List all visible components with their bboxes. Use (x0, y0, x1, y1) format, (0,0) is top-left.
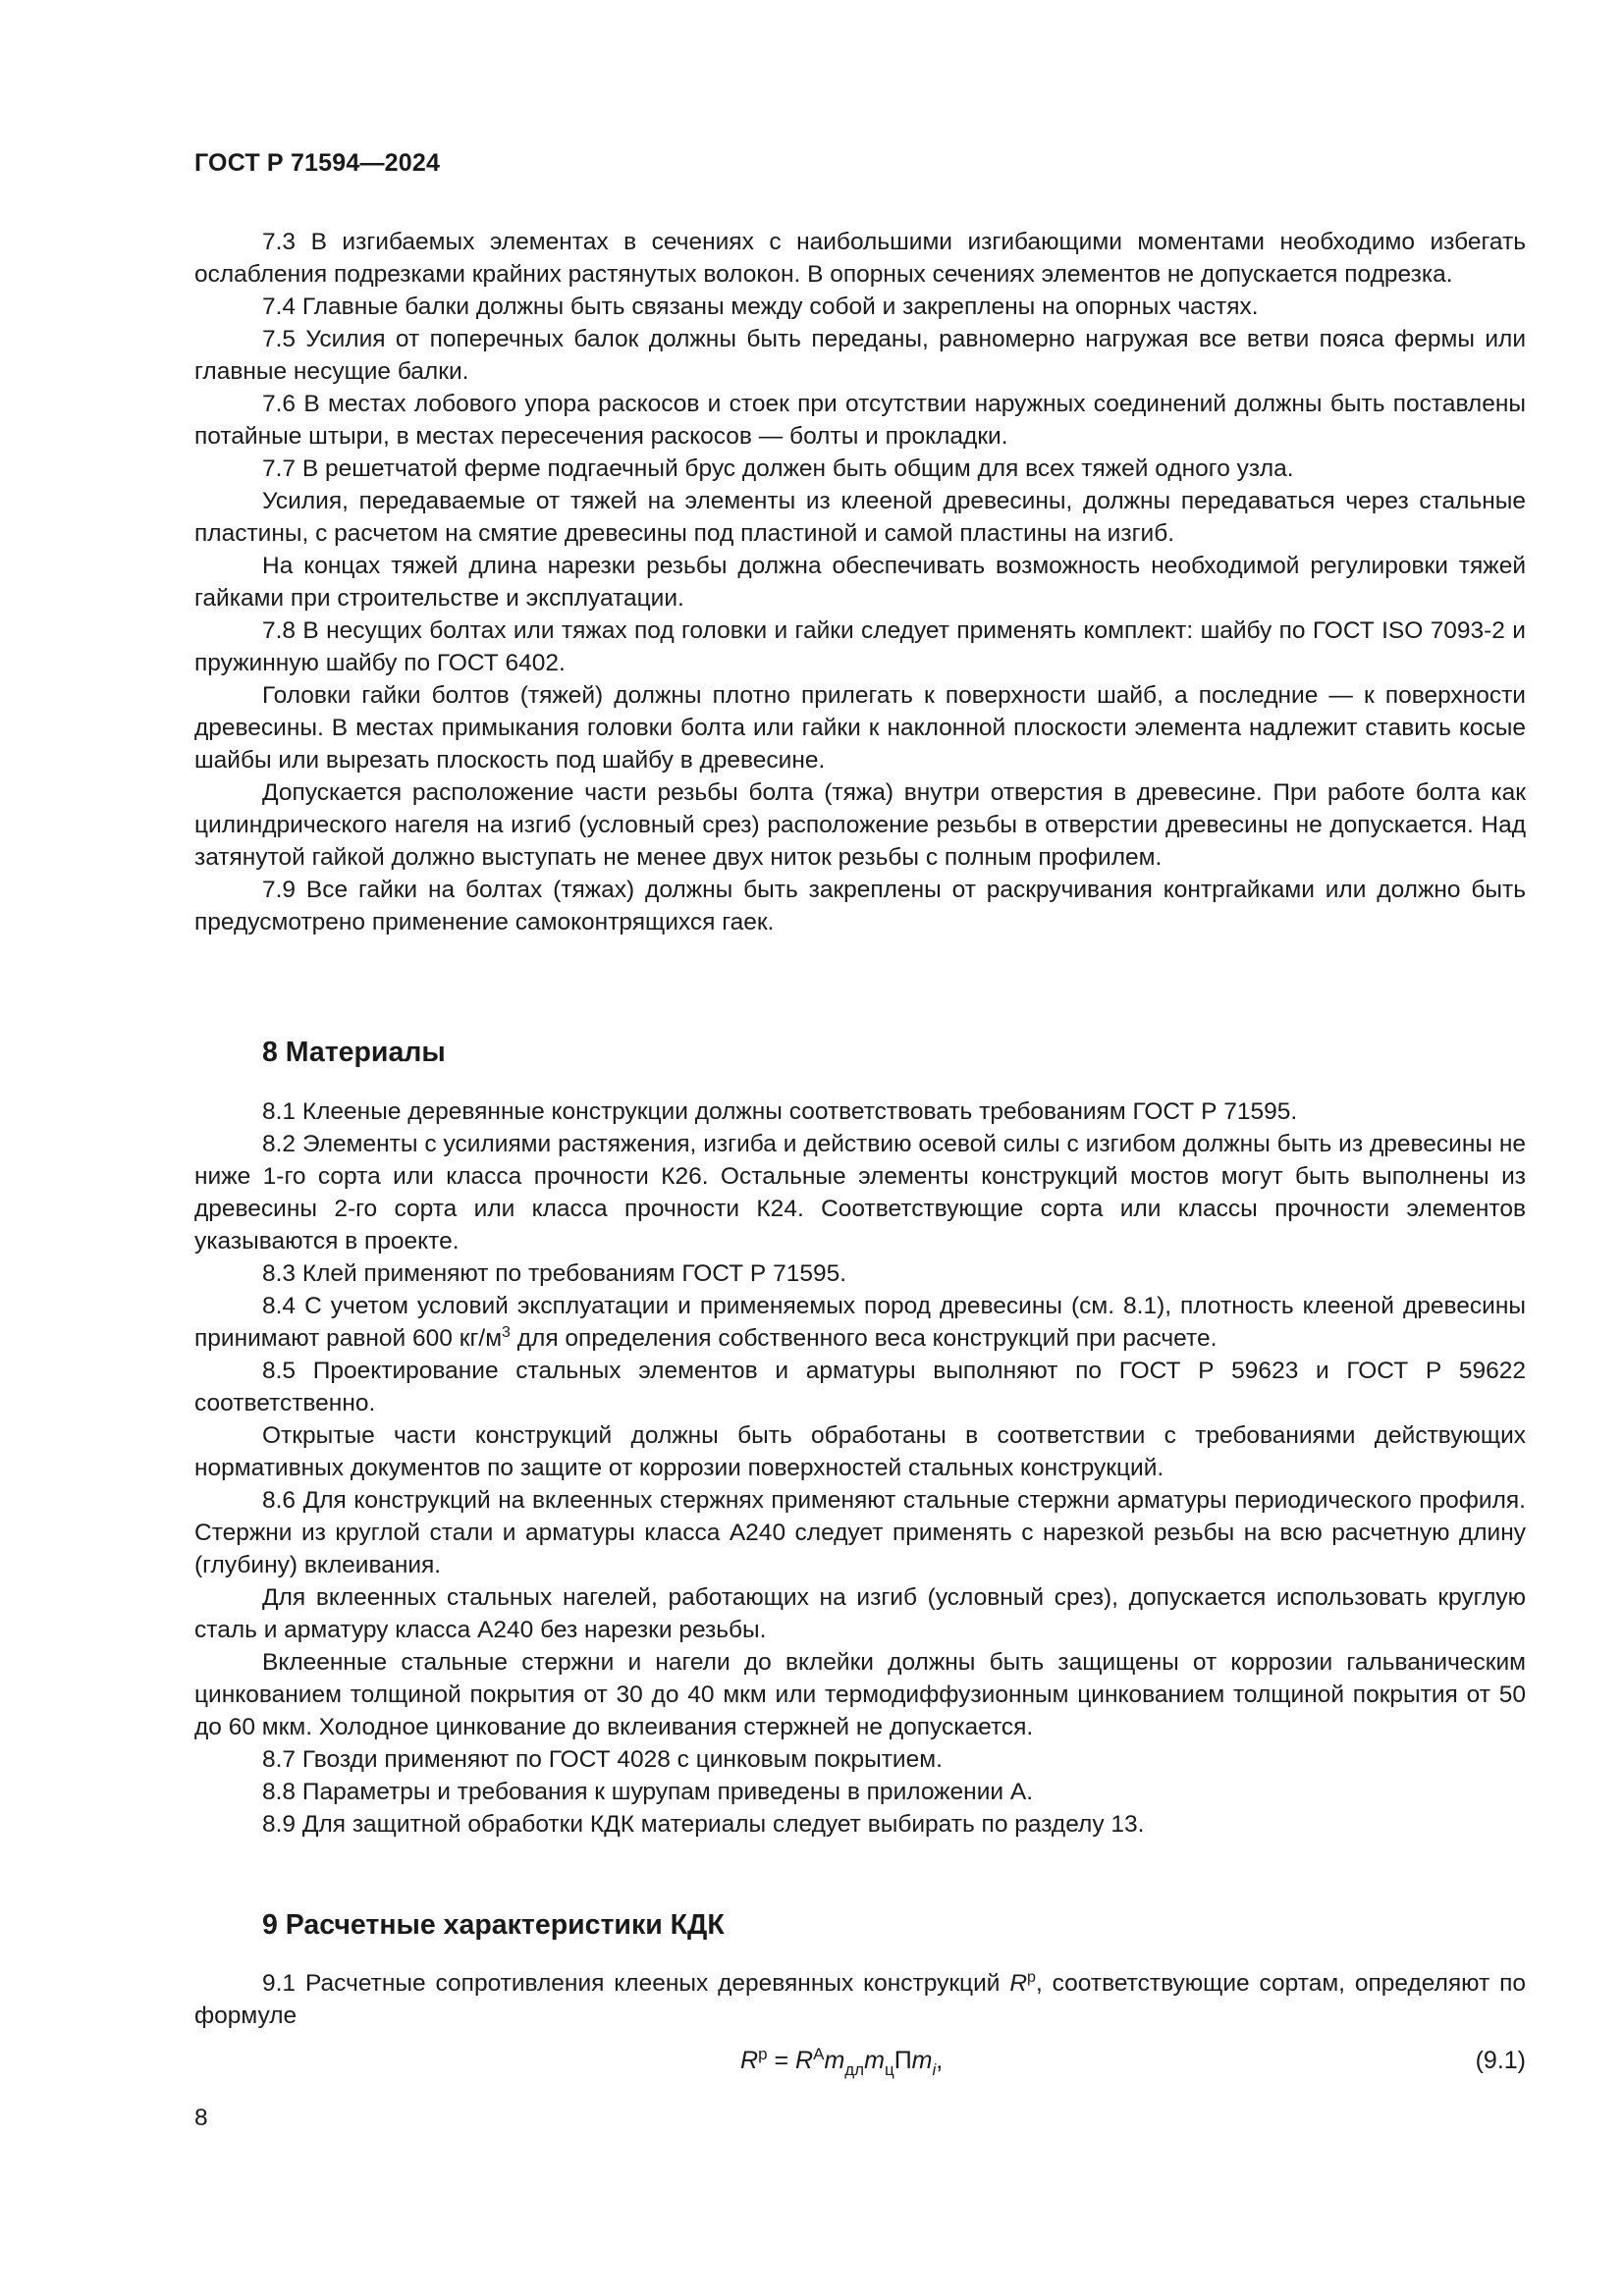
paragraph-9-1-end: , соответствующие сортам, определяют по формуле (194, 1970, 1526, 2029)
formula-m-c: m (864, 2047, 885, 2074)
paragraph-8-4 (194, 1290, 1526, 1355)
formula-m-i: m (911, 2047, 933, 2074)
formula-r-sup: А (813, 2045, 825, 2063)
section-9-heading: 9 Расчетные характеристики КДК (262, 1909, 725, 1941)
formula-lhs-sup: р (758, 2045, 768, 2063)
formula-9-1-row (194, 2047, 1526, 2086)
paragraph-7-8: 7.8 В несущих болтах или тяжах под головки и гайки следует применять комплект: шайбу по ГОСТ ISO 7093-2 и пружинную шайбу по ГОСТ 6402. (194, 617, 1526, 676)
paragraph-7-7: 7.7 В решетчатой ферме подгаечный брус должен быть общим для всех тяжей одного узла. (262, 455, 1294, 482)
resistance-symbol: R (1009, 1970, 1028, 1997)
formula-m-dl: m (824, 2047, 845, 2074)
paragraph-7-8-heads: Головки гайки болтов (тяжей) должны плотно прилегать к поверхности шайб, а последние — к поверхности древесины. В местах примыкания головки болта или гайки к наклонной плоскости элемента надлежит ставить косые шайбы или вырезать плоскость под шайбу в древесине. (194, 682, 1526, 774)
paragraph-9-1 (194, 1967, 1526, 2032)
paragraph-8-4-end: для определения собственного веса конструкций при расчете. (510, 1325, 1218, 1352)
formula-9-1 (740, 2045, 944, 2079)
paragraph-7-7-thread-length: На концах тяжей длина нарезки резьбы должна обеспечивать возможность необходимой регулировки тяжей гайками при строительстве и эксплуатации. (194, 553, 1526, 612)
paragraph-8-6-dowels: Для вклеенных стальных нагелей, работающих на изгиб (условный срез), допускается использовать круглую сталь и арматуру класса А240 без нарезки резьбы. (194, 1584, 1526, 1643)
formula-product: П (893, 2047, 912, 2074)
paragraph-8-6: 8.6 Для конструкций на вклеенных стержнях применяют стальные стержни арматуры периодического профиля. Стержни из круглой стали и арматуры класса А240 следует применять с нарезкой резьбы на всю расчетную длину (глубину) вклеивания. (194, 1487, 1526, 1578)
section-8-text (194, 1095, 1526, 1841)
paragraph-7-9: 7.9 Все гайки на болтах (тяжах) должны быть закреплены от раскручивания контргайками или должно быть предусмотрено применение самоконтрящихся гаек. (194, 877, 1526, 935)
paragraph-7-3: 7.3 В изгибаемых элементах в сечениях с наибольшими изгибающими моментами необходимо избегать ослабления подрезками крайних растянутых волокон. В опорных сечениях элементов не допускается подрезка. (194, 229, 1526, 288)
formula-number: (9.1) (1475, 2047, 1526, 2074)
cubic-superscript: 3 (502, 1324, 511, 1341)
formula-m-dl-sub: дл (844, 2060, 865, 2079)
document-code-header: ГОСТ Р 71594—2024 (194, 149, 441, 177)
paragraph-8-9: 8.9 Для защитной обработки КДК материалы следует выбирать по разделу 13. (262, 1811, 1145, 1838)
paragraph-8-6-corrosion: Вклеенные стальные стержни и нагели до вклейки должны быть защищены от коррозии гальваническим цинкованием толщиной покрытия от 30 до 40 мкм или термодиффузионным цинкованием толщиной покрытия от 50 до 60 мкм. Холодное цинкование до вклеивания стержней не допускается. (194, 1649, 1526, 1740)
resistance-superscript: р (1027, 1969, 1036, 1986)
section-9-text (194, 1967, 1526, 2032)
paragraph-8-8: 8.8 Параметры и требования к шурупам приведены в приложении А. (262, 1779, 1034, 1805)
paragraph-8-5-open-parts: Открытые части конструкций должны быть обработаны в соответствии с требованиями действующих нормативных документов по защите от коррозии поверхностей стальных конструкций. (194, 1422, 1526, 1481)
paragraph-7-4: 7.4 Главные балки должны быть связаны между собой и закреплены на опорных частях. (262, 294, 1259, 320)
section-7-text (194, 226, 1526, 938)
paragraph-7-8-thread: Допускается расположение части резьбы болта (тяжа) внутри отверстия в древесине. При работе болта как цилиндрического нагеля на изгиб (условный срез) расположение резьбы в отверстии древесины не допускается. Над затянутой гайкой должно выступать не менее двух ниток резьбы с полным профилем. (194, 779, 1526, 871)
section-8-heading: 8 Материалы (262, 1037, 446, 1068)
formula-m-i-sub: i (932, 2060, 937, 2079)
formula-equals: = (767, 2047, 796, 2074)
paragraph-8-2: 8.2 Элементы с усилиями растяжения, изгиба и действию осевой силы с изгибом должны быть из древесины не ниже 1-го сорта или класса прочности К26. Остальные элементы конструкций мостов могут быть выполнены из древесины 2-го сорта или класса прочности К24. Соответствующие сорта или классы прочности элементов указываются в проекте. (194, 1131, 1526, 1255)
paragraph-7-6: 7.6 В местах лобового упора раскосов и стоек при отсутствии наружных соединений должны быть поставлены потайные штыри, в местах пересечения раскосов — болты и прокладки. (194, 391, 1526, 450)
paragraph-9-1-start: 9.1 Расчетные сопротивления клееных деревянных конструкций (262, 1970, 1010, 1997)
paragraph-8-7: 8.7 Гвозди применяют по ГОСТ 4028 с цинковым покрытием. (262, 1746, 943, 1773)
formula-comma: , (936, 2047, 944, 2074)
paragraph-8-1: 8.1 Клееные деревянные конструкции должны соответствовать требованиям ГОСТ Р 71595. (262, 1098, 1298, 1125)
paragraph-8-4-start: 8.4 С учетом условий эксплуатации и применяемых пород древесины (см. 8.1), плотность клееной древесины принимают равной 600 кг/м (194, 1293, 1526, 1352)
paragraph-7-7-efforts: Усилия, передаваемые от тяжей на элементы из клееной древесины, должны передаваться через стальные пластины, с расчетом на смятие древесины под пластиной и самой пластины на изгиб. (194, 488, 1526, 547)
paragraph-8-5: 8.5 Проектирование стальных элементов и арматуры выполняют по ГОСТ Р 59623 и ГОСТ Р 59622 соответственно. (194, 1358, 1526, 1416)
paragraph-7-5: 7.5 Усилия от поперечных балок должны быть переданы, равномерно нагружая все ветви пояса фермы или главные несущие балки. (194, 326, 1526, 385)
formula-r: R (795, 2047, 814, 2074)
formula-m-c-sub: ц (884, 2060, 894, 2079)
formula-lhs: R (740, 2047, 759, 2074)
paragraph-8-3: 8.3 Клей применяют по требованиям ГОСТ Р 71595. (262, 1260, 846, 1287)
page-number: 8 (194, 2105, 208, 2131)
